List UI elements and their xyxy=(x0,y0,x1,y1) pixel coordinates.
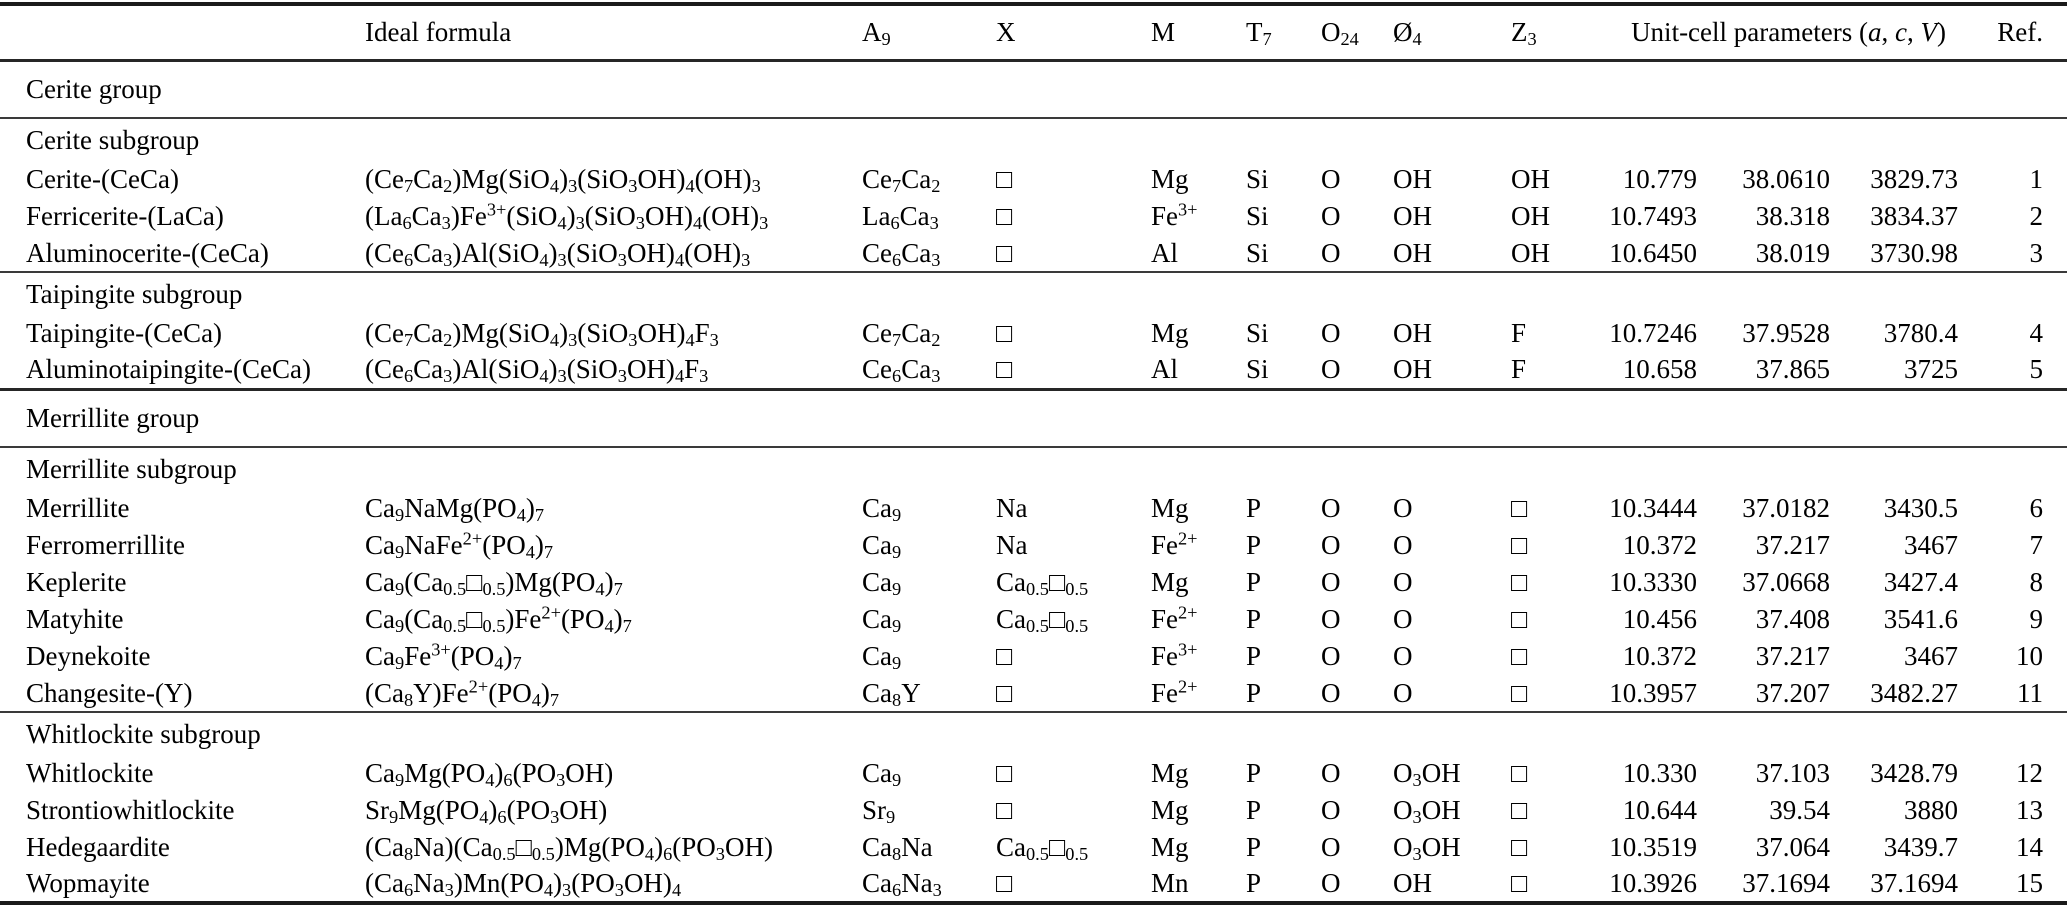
c-cell: 37.064 xyxy=(1755,832,1830,862)
o24-cell: O xyxy=(1321,354,1341,385)
z3-cell: □ xyxy=(1511,868,1528,898)
mineral-name-cell: Wopmayite xyxy=(26,868,150,898)
formula-cell: $(Ce_6Ca_3)Al(SiO_4)_3(SiO_3OH)_4(OH)_3$ xyxy=(365,237,751,270)
t7-cell: P xyxy=(1246,641,1262,671)
mineral-name-cell: Ferricerite-(LaCa) xyxy=(26,201,224,231)
header-phi4: $Ø_4$ xyxy=(1393,16,1422,49)
header-ref: Ref. xyxy=(1997,16,2044,47)
z3-cell: □ xyxy=(1511,493,1528,523)
subgroup-heading-row xyxy=(0,272,2067,315)
t7-cell: P xyxy=(1246,567,1262,597)
formula-cell: $(Ca_6Na_3)Mn(PO_4)_3(PO_3OH)_4$ xyxy=(365,868,682,901)
a-cell: 10.372 xyxy=(1622,530,1697,560)
c-cell: 37.408 xyxy=(1755,604,1830,634)
o24-cell: O xyxy=(1321,530,1341,560)
a-cell: 10.3519 xyxy=(1609,832,1697,862)
c-cell: 38.0610 xyxy=(1742,164,1830,194)
t7-cell: Si xyxy=(1246,237,1269,268)
m-cell: Al xyxy=(1151,354,1178,385)
mineral-name-cell: Taipingite-(CeCa) xyxy=(26,318,223,348)
x-cell: □ xyxy=(996,795,1013,825)
mineral-row xyxy=(0,755,2067,792)
a9-cell: $Ca_9$ xyxy=(862,641,902,674)
mineral-name-cell: Deynekoite xyxy=(26,641,151,671)
c-cell: 37.217 xyxy=(1755,530,1830,560)
o24-cell: O xyxy=(1321,237,1341,268)
t7-cell: P xyxy=(1246,677,1262,708)
z3-cell: □ xyxy=(1511,758,1528,788)
phi4-cell: OH xyxy=(1393,868,1432,898)
subgroup-heading-row xyxy=(0,118,2067,161)
formula-cell: $(Ca_8Y)Fe^{2+}(PO_4)_7$ xyxy=(365,675,560,710)
x-cell: □ xyxy=(996,237,1013,268)
mineral-row xyxy=(0,829,2067,866)
mineral-row xyxy=(0,675,2067,712)
m-cell: $Fe^{3+}$ xyxy=(1151,199,1198,231)
ref-cell: 12 xyxy=(2016,758,2044,788)
formula-cell: $(La_6Ca_3)Fe^{3+}(SiO_4)_3(SiO_3OH)_4(OH)_3$ xyxy=(365,199,769,234)
t7-cell: P xyxy=(1246,530,1262,560)
mineral-row xyxy=(0,161,2067,198)
mineral-row xyxy=(0,527,2067,564)
z3-cell: OH xyxy=(1511,237,1550,268)
mineral-name-cell: Changesite-(Y) xyxy=(26,677,193,708)
ref-cell: 15 xyxy=(2016,868,2044,898)
a-cell: 10.3957 xyxy=(1609,677,1697,708)
ref-cell: 9 xyxy=(2029,604,2044,634)
group-title: Merrillite group xyxy=(26,402,200,433)
x-cell: □ xyxy=(996,164,1013,194)
m-cell: $Fe^{2+}$ xyxy=(1151,675,1198,708)
a9-cell: $Ca_9$ xyxy=(862,604,902,637)
o24-cell: O xyxy=(1321,758,1341,788)
v-cell: 37.1694 xyxy=(1870,868,1959,898)
mineral-row xyxy=(0,315,2067,352)
ref-cell: 8 xyxy=(2029,567,2044,597)
v-cell: 3467 xyxy=(1904,641,1959,671)
v-cell: 3467 xyxy=(1904,530,1959,560)
header-unit-cell-parameters: Unit-cell parameters (a, c, V) xyxy=(1631,16,1946,47)
z3-cell: □ xyxy=(1511,641,1528,671)
z3-cell: F xyxy=(1511,318,1527,348)
c-cell: 37.0182 xyxy=(1742,493,1830,523)
formula-cell: $Sr_9Mg(PO_4)_6(PO_3OH)$ xyxy=(365,795,608,828)
subgroup-title: Whitlockite subgroup xyxy=(26,718,261,749)
header-row xyxy=(0,4,2067,60)
header-t7: $T_7$ xyxy=(1246,16,1272,49)
a-cell: 10.7493 xyxy=(1609,201,1697,231)
v-cell: 3430.5 xyxy=(1883,493,1959,523)
o24-cell: O xyxy=(1321,493,1341,523)
mineral-row xyxy=(0,198,2067,235)
a9-cell: $Ca_9$ xyxy=(862,493,902,526)
a-cell: 10.644 xyxy=(1622,795,1697,825)
mineral-row xyxy=(0,792,2067,829)
formula-cell: $Ca_9(Ca_{0.5}□_{0.5})Mg(PO_4)_7$ xyxy=(365,567,623,600)
m-cell: Mg xyxy=(1151,164,1189,194)
subgroup-title: Merrillite subgroup xyxy=(26,453,237,484)
ref-cell: 3 xyxy=(2029,237,2044,268)
x-cell: Na xyxy=(996,493,1028,523)
ref-cell: 1 xyxy=(2029,164,2044,194)
a-cell: 10.3444 xyxy=(1609,493,1697,523)
x-cell: □ xyxy=(996,318,1013,348)
phi4-cell: O xyxy=(1393,567,1413,597)
mineral-row xyxy=(0,235,2067,272)
c-cell: 37.103 xyxy=(1755,758,1830,788)
a-cell: 10.6450 xyxy=(1609,237,1697,268)
t7-cell: Si xyxy=(1246,164,1269,194)
mineral-classification-table xyxy=(0,2,2067,905)
phi4-cell: $O_3OH$ xyxy=(1393,758,1461,791)
x-cell: □ xyxy=(996,677,1013,708)
a-cell: 10.372 xyxy=(1622,641,1697,671)
ref-cell: 5 xyxy=(2029,354,2044,385)
formula-cell: $Ca_9Fe^{3+}(PO_4)_7$ xyxy=(365,639,522,674)
c-cell: 37.1694 xyxy=(1742,868,1830,898)
c-cell: 37.207 xyxy=(1755,677,1830,708)
subgroup-title: Taipingite subgroup xyxy=(26,278,243,309)
t7-cell: P xyxy=(1246,758,1262,788)
m-cell: $Fe^{3+}$ xyxy=(1151,639,1198,671)
t7-cell: P xyxy=(1246,493,1262,523)
ref-cell: 6 xyxy=(2029,493,2044,523)
x-cell: $Ca_{0.5}□_{0.5}$ xyxy=(996,832,1089,865)
formula-cell: $(Ce_7Ca_2)Mg(SiO_4)_3(SiO_3OH)_4F_3$ xyxy=(365,318,719,351)
a9-cell: $Ca_9$ xyxy=(862,530,902,563)
group-heading-row xyxy=(0,60,2067,118)
group-title: Cerite group xyxy=(26,73,162,104)
mineral-row xyxy=(0,601,2067,638)
v-cell: 3725 xyxy=(1904,354,1959,385)
a9-cell: $Ce_7Ca_2$ xyxy=(862,164,941,197)
ref-cell: 2 xyxy=(2029,201,2044,231)
v-cell: 3880 xyxy=(1904,795,1959,825)
a9-cell: $Ca_8Y$ xyxy=(862,677,921,710)
c-cell: 38.318 xyxy=(1755,201,1830,231)
formula-cell: $(Ce_7Ca_2)Mg(SiO_4)_3(SiO_3OH)_4(OH)_3$ xyxy=(365,164,761,197)
m-cell: Al xyxy=(1151,237,1178,268)
phi4-cell: $O_3OH$ xyxy=(1393,832,1461,865)
a9-cell: $Ce_6Ca_3$ xyxy=(862,354,941,387)
o24-cell: O xyxy=(1321,677,1341,708)
formula-cell: $(Ca_8Na)(Ca_{0.5}□_{0.5})Mg(PO_4)_6(PO_3OH)$ xyxy=(365,832,773,865)
z3-cell: □ xyxy=(1511,567,1528,597)
a-cell: 10.3330 xyxy=(1609,567,1697,597)
x-cell: □ xyxy=(996,641,1013,671)
mineral-row xyxy=(0,638,2067,675)
c-cell: 38.019 xyxy=(1755,237,1830,268)
o24-cell: O xyxy=(1321,201,1341,231)
c-cell: 37.865 xyxy=(1755,354,1830,385)
ref-cell: 13 xyxy=(2016,795,2044,825)
o24-cell: O xyxy=(1321,567,1341,597)
mineral-name-cell: Strontiowhitlockite xyxy=(26,795,235,825)
phi4-cell: OH xyxy=(1393,318,1432,348)
z3-cell: □ xyxy=(1511,530,1528,560)
z3-cell: □ xyxy=(1511,832,1528,862)
header-a9: $A_9$ xyxy=(862,16,891,49)
o24-cell: O xyxy=(1321,164,1341,194)
a-cell: 10.658 xyxy=(1622,354,1697,385)
t7-cell: Si xyxy=(1246,354,1269,385)
v-cell: 3834.37 xyxy=(1870,201,1959,231)
ref-cell: 10 xyxy=(2016,641,2044,671)
x-cell: $Ca_{0.5}□_{0.5}$ xyxy=(996,567,1089,600)
z3-cell: □ xyxy=(1511,795,1528,825)
a9-cell: $Ca_9$ xyxy=(862,567,902,600)
phi4-cell: O xyxy=(1393,604,1413,634)
phi4-cell: OH xyxy=(1393,201,1432,231)
header-x: X xyxy=(996,16,1016,47)
mineral-name-cell: Cerite-(CeCa) xyxy=(26,164,179,194)
a9-cell: $Sr_9$ xyxy=(862,795,896,828)
v-cell: 3829.73 xyxy=(1870,164,1959,194)
phi4-cell: OH xyxy=(1393,237,1432,268)
mineral-name-cell: Keplerite xyxy=(26,567,127,597)
m-cell: $Fe^{2+}$ xyxy=(1151,602,1198,634)
phi4-cell: $O_3OH$ xyxy=(1393,795,1461,828)
header-ideal-formula: Ideal formula xyxy=(365,16,512,47)
v-cell: 3780.4 xyxy=(1883,318,1959,348)
mineral-name-cell: Aluminocerite-(CeCa) xyxy=(26,237,269,268)
z3-cell: OH xyxy=(1511,201,1550,231)
t7-cell: P xyxy=(1246,795,1262,825)
formula-cell: $Ca_9NaFe^{2+}(PO_4)_7$ xyxy=(365,528,554,563)
a9-cell: $La_6Ca_3$ xyxy=(862,201,939,234)
a-cell: 10.7246 xyxy=(1609,318,1697,348)
z3-cell: OH xyxy=(1511,164,1550,194)
header-o24: $O_{24}$ xyxy=(1321,16,1359,49)
mineral-row xyxy=(0,564,2067,601)
t7-cell: Si xyxy=(1246,318,1269,348)
o24-cell: O xyxy=(1321,641,1341,671)
o24-cell: O xyxy=(1321,795,1341,825)
v-cell: 3427.4 xyxy=(1883,567,1959,597)
x-cell: □ xyxy=(996,201,1013,231)
mineral-name-cell: Aluminotaipingite-(CeCa) xyxy=(26,354,311,385)
c-cell: 37.9528 xyxy=(1742,318,1830,348)
t7-cell: P xyxy=(1246,604,1262,634)
m-cell: Mn xyxy=(1151,868,1189,898)
phi4-cell: OH xyxy=(1393,354,1432,385)
x-cell: □ xyxy=(996,868,1013,898)
formula-cell: $Ca_9NaMg(PO_4)_7$ xyxy=(365,493,545,526)
a-cell: 10.779 xyxy=(1622,164,1697,194)
subgroup-heading-row xyxy=(0,712,2067,755)
c-cell: 39.54 xyxy=(1769,795,1830,825)
a9-cell: $Ca_8Na$ xyxy=(862,832,933,865)
a-cell: 10.3926 xyxy=(1609,868,1697,898)
z3-cell: □ xyxy=(1511,677,1528,708)
mineral-name-cell: Matyhite xyxy=(26,604,124,634)
ref-cell: 4 xyxy=(2029,318,2044,348)
formula-cell: $(Ce_6Ca_3)Al(SiO_4)_3(SiO_3OH)_4F_3$ xyxy=(365,354,709,387)
m-cell: Mg xyxy=(1151,493,1189,523)
phi4-cell: OH xyxy=(1393,164,1432,194)
mineral-row xyxy=(0,866,2067,903)
header-empty xyxy=(0,4,339,60)
mineral-name-cell: Whitlockite xyxy=(26,758,154,788)
o24-cell: O xyxy=(1321,868,1341,898)
a9-cell: $Ca_9$ xyxy=(862,758,902,791)
formula-cell: $Ca_9Mg(PO_4)_6(PO_3OH)$ xyxy=(365,758,614,791)
subgroup-heading-row xyxy=(0,447,2067,490)
subgroup-title: Cerite subgroup xyxy=(26,124,200,155)
mineral-row xyxy=(0,352,2067,389)
phi4-cell: O xyxy=(1393,493,1413,523)
a-cell: 10.456 xyxy=(1622,604,1697,634)
t7-cell: Si xyxy=(1246,201,1269,231)
mineral-name-cell: Merrillite xyxy=(26,493,130,523)
phi4-cell: O xyxy=(1393,641,1413,671)
formula-cell: $Ca_9(Ca_{0.5}□_{0.5})Fe^{2+}(PO_4)_7$ xyxy=(365,602,632,637)
m-cell: Mg xyxy=(1151,795,1189,825)
m-cell: Mg xyxy=(1151,318,1189,348)
v-cell: 3439.7 xyxy=(1883,832,1959,862)
mineral-name-cell: Ferromerrillite xyxy=(26,530,185,560)
c-cell: 37.0668 xyxy=(1742,567,1830,597)
m-cell: Mg xyxy=(1151,832,1189,862)
o24-cell: O xyxy=(1321,832,1341,862)
a9-cell: $Ce_6Ca_3$ xyxy=(862,237,941,270)
x-cell: Na xyxy=(996,530,1028,560)
a9-cell: $Ca_6Na_3$ xyxy=(862,868,942,901)
v-cell: 3730.98 xyxy=(1870,237,1959,268)
phi4-cell: O xyxy=(1393,530,1413,560)
t7-cell: P xyxy=(1246,832,1262,862)
a-cell: 10.330 xyxy=(1622,758,1697,788)
ref-cell: 11 xyxy=(2017,677,2044,708)
x-cell: □ xyxy=(996,354,1013,385)
mineral-row xyxy=(0,490,2067,527)
m-cell: Mg xyxy=(1151,758,1189,788)
phi4-cell: O xyxy=(1393,677,1413,708)
m-cell: Mg xyxy=(1151,567,1189,597)
v-cell: 3482.27 xyxy=(1870,677,1959,708)
header-m: M xyxy=(1151,16,1176,47)
v-cell: 3541.6 xyxy=(1883,604,1959,634)
header-z3: $Z_3$ xyxy=(1511,16,1537,49)
o24-cell: O xyxy=(1321,318,1341,348)
group-heading-row xyxy=(0,389,2067,447)
m-cell: $Fe^{2+}$ xyxy=(1151,528,1198,560)
a9-cell: $Ce_7Ca_2$ xyxy=(862,318,941,351)
ref-cell: 7 xyxy=(2029,530,2044,560)
z3-cell: □ xyxy=(1511,604,1528,634)
z3-cell: F xyxy=(1511,354,1527,385)
c-cell: 37.217 xyxy=(1755,641,1830,671)
x-cell: □ xyxy=(996,758,1013,788)
x-cell: $Ca_{0.5}□_{0.5}$ xyxy=(996,604,1089,637)
ref-cell: 14 xyxy=(2016,832,2044,862)
o24-cell: O xyxy=(1321,604,1341,634)
mineral-name-cell: Hedegaardite xyxy=(26,832,170,862)
t7-cell: P xyxy=(1246,868,1262,898)
v-cell: 3428.79 xyxy=(1870,758,1959,788)
